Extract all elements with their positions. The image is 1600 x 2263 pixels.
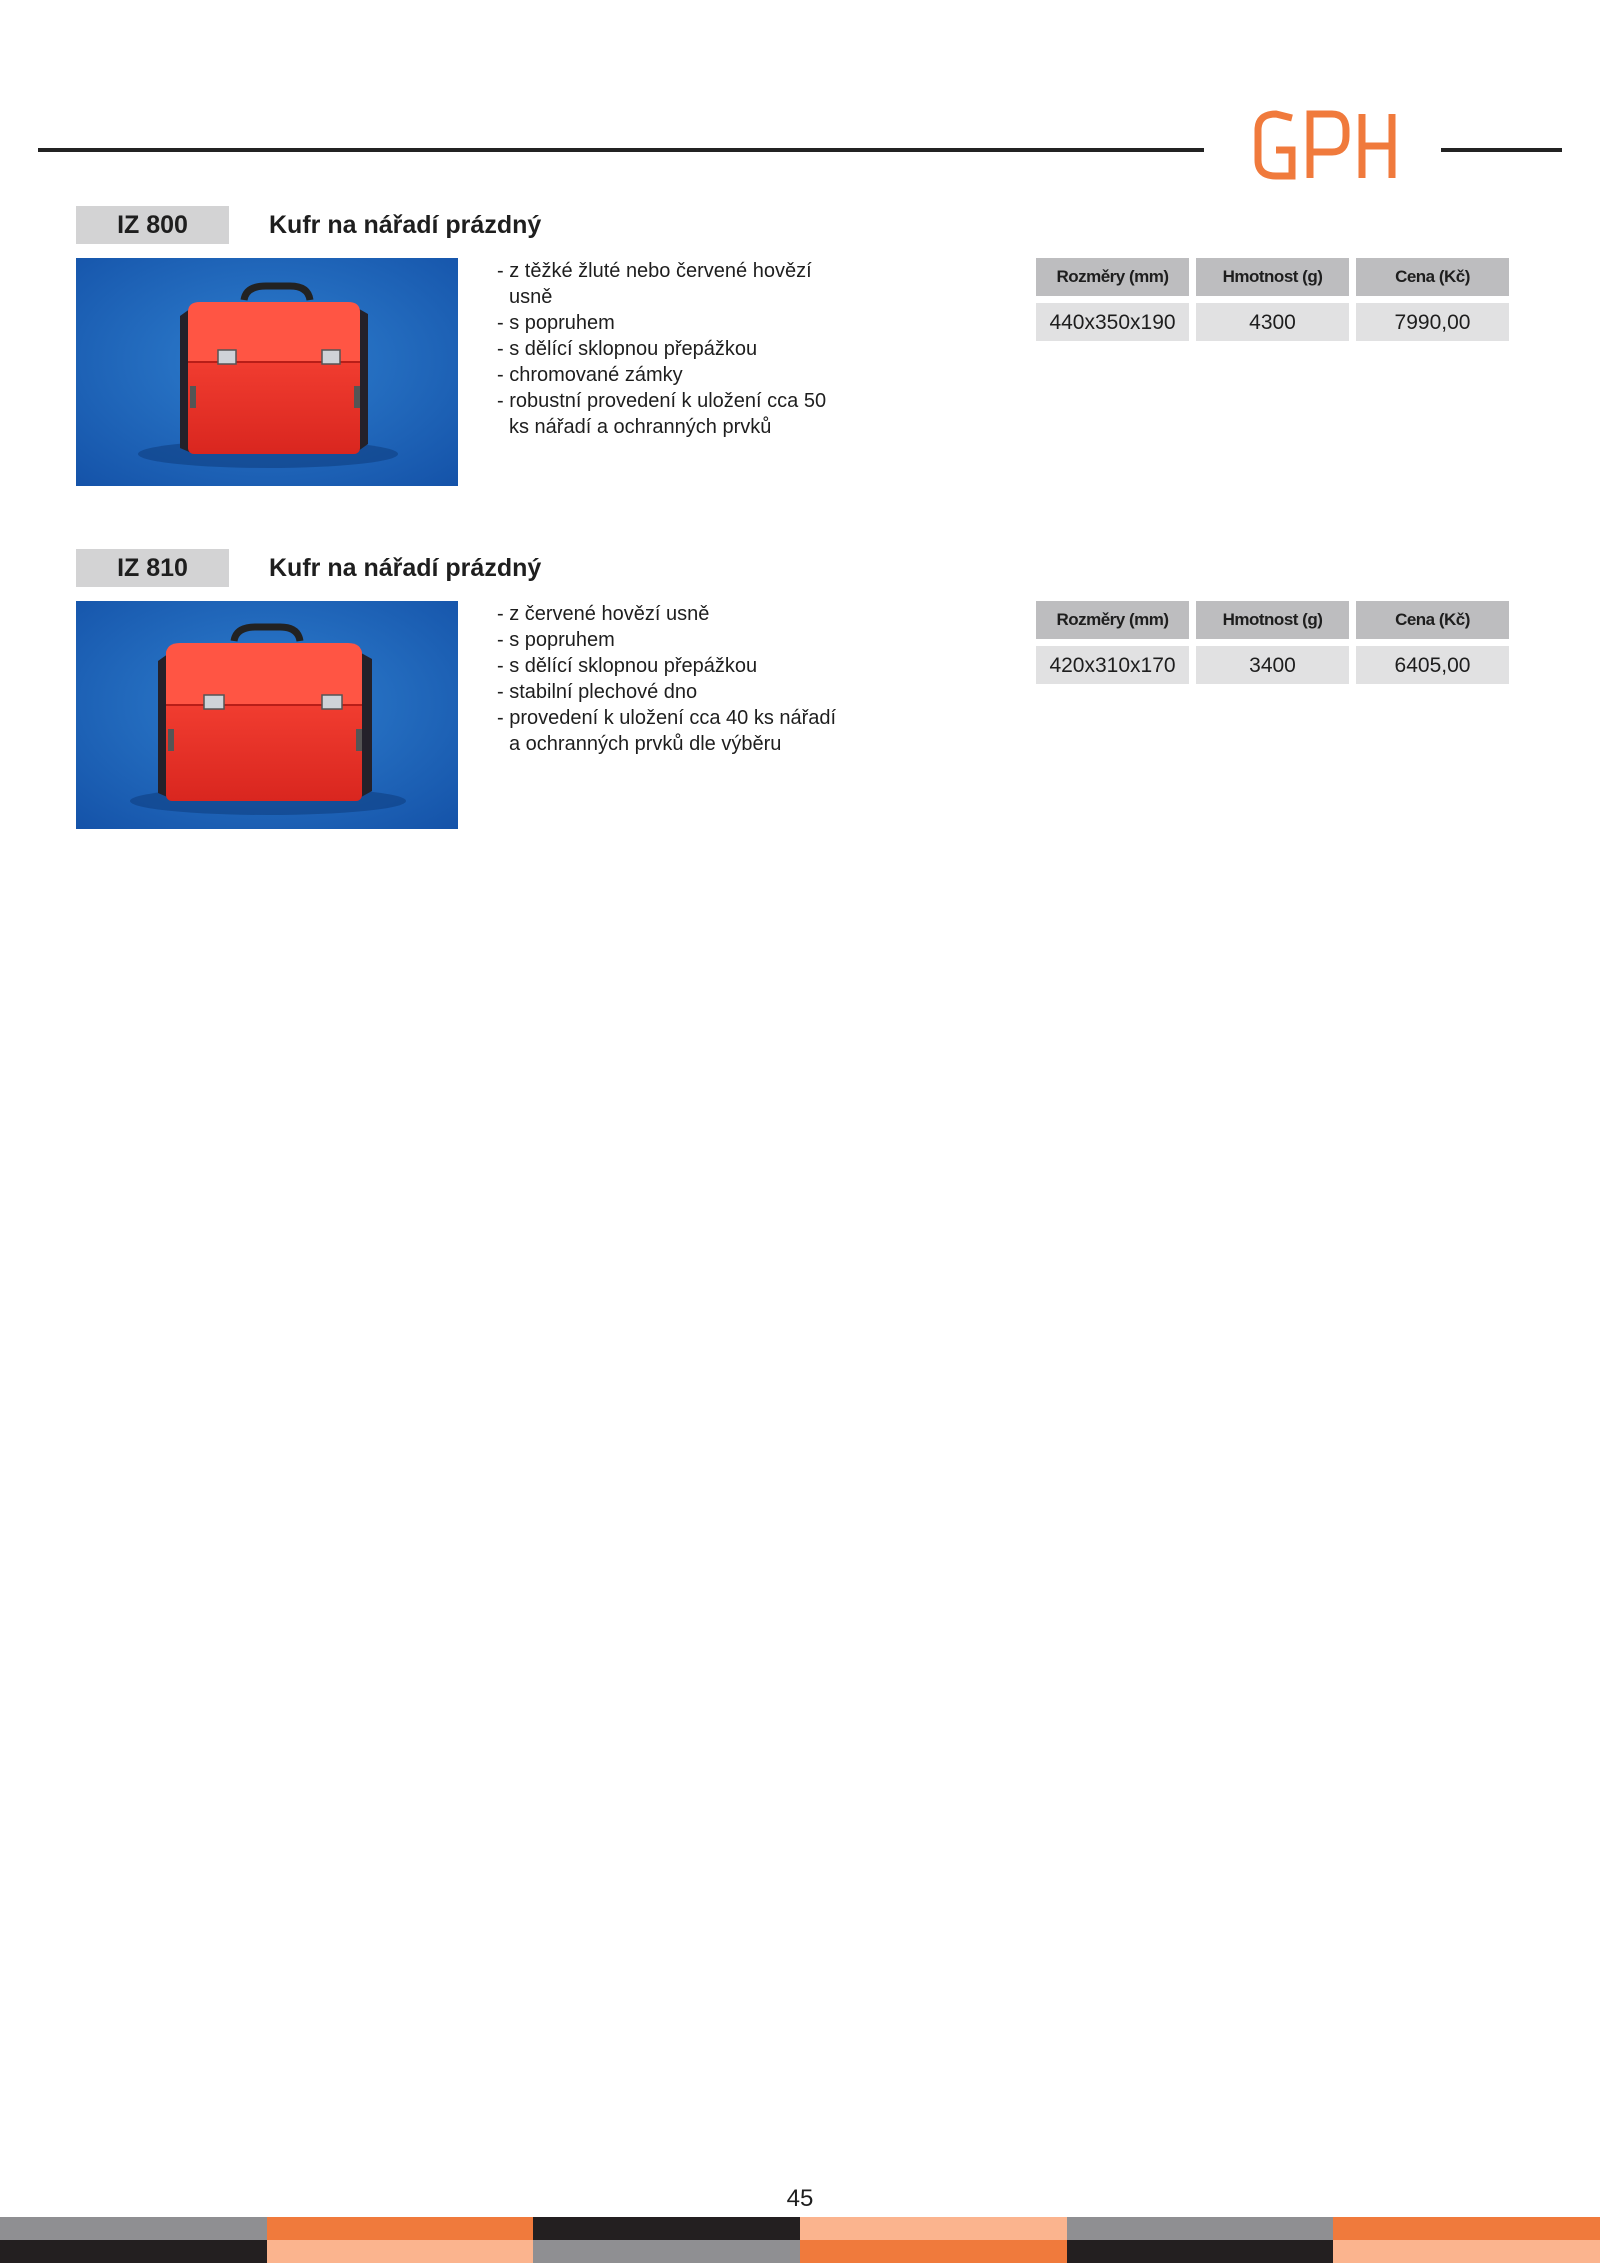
feature-item: - z těžké žluté nebo červené hovězí usně (497, 258, 837, 310)
feature-item: - s popruhem (497, 310, 837, 336)
product-code: IZ 800 (76, 206, 229, 244)
spec-table (1036, 258, 1509, 348)
feature-item: - z červené hovězí usně (497, 601, 837, 627)
red-tool-case-photo (76, 601, 458, 829)
spec-header-price: Cena (Kč) (1356, 601, 1509, 639)
footer-color-bars (0, 2217, 1600, 2263)
spec-value-weight: 3400 (1196, 646, 1349, 684)
spec-header-dimensions: Rozměry (mm) (1036, 601, 1189, 639)
footer-bar-segment (1067, 2240, 1334, 2263)
spec-value-row (1036, 303, 1509, 341)
footer-bar-segment (1333, 2217, 1600, 2240)
header-rule-right (1441, 148, 1562, 152)
feature-item: - s popruhem (497, 627, 837, 653)
footer-bar-segment (800, 2217, 1067, 2240)
spec-value-row (1036, 646, 1509, 684)
product-title: Kufr na nářadí prázdný (269, 554, 542, 582)
footer-bar-segment (800, 2240, 1067, 2263)
feature-item: - provedení k uložení cca 40 ks nářadí a ochranných prvků dle výběru (497, 705, 837, 757)
footer-bars-top (0, 2217, 1600, 2240)
spec-header-weight: Hmotnost (g) (1196, 601, 1349, 639)
feature-item: - chromované zámky (497, 362, 837, 388)
feature-item: - s dělící sklopnou přepážkou (497, 653, 837, 679)
gph-logo (1250, 102, 1400, 188)
spec-value-weight: 4300 (1196, 303, 1349, 341)
page-number: 45 (786, 2185, 814, 2212)
feature-item: - stabilní plechové dno (497, 679, 837, 705)
feature-list (497, 258, 837, 440)
spec-header-weight: Hmotnost (g) (1196, 258, 1349, 296)
spec-value-dimensions: 420x310x170 (1036, 646, 1189, 684)
spec-header-dimensions: Rozměry (mm) (1036, 258, 1189, 296)
spec-value-dimensions: 440x350x190 (1036, 303, 1189, 341)
footer-bar-segment (1067, 2217, 1334, 2240)
feature-item: - robustní provedení k uložení cca 50 ks nářadí a ochranných prvků (497, 388, 837, 440)
spec-header-price: Cena (Kč) (1356, 258, 1509, 296)
product-iz800 (0, 206, 1600, 506)
spec-header-row (1036, 601, 1509, 639)
footer-bar-segment (1333, 2240, 1600, 2263)
product-code: IZ 810 (76, 549, 229, 587)
footer-bar-segment (533, 2217, 800, 2240)
header-rule-left (38, 148, 1204, 152)
footer-bar-segment (267, 2240, 534, 2263)
spec-header-row (1036, 258, 1509, 296)
footer-bars-bottom (0, 2240, 1600, 2263)
product-title: Kufr na nářadí prázdný (269, 211, 542, 239)
feature-item: - s dělící sklopnou přepážkou (497, 336, 837, 362)
footer-bar-segment (267, 2217, 534, 2240)
footer-bar-segment (0, 2217, 267, 2240)
spec-table (1036, 601, 1509, 691)
product-iz810 (0, 549, 1600, 849)
spec-value-price: 7990,00 (1356, 303, 1509, 341)
red-tool-case-photo (76, 258, 458, 486)
spec-value-price: 6405,00 (1356, 646, 1509, 684)
footer-bar-segment (0, 2240, 267, 2263)
feature-list (497, 601, 837, 757)
footer-bar-segment (533, 2240, 800, 2263)
